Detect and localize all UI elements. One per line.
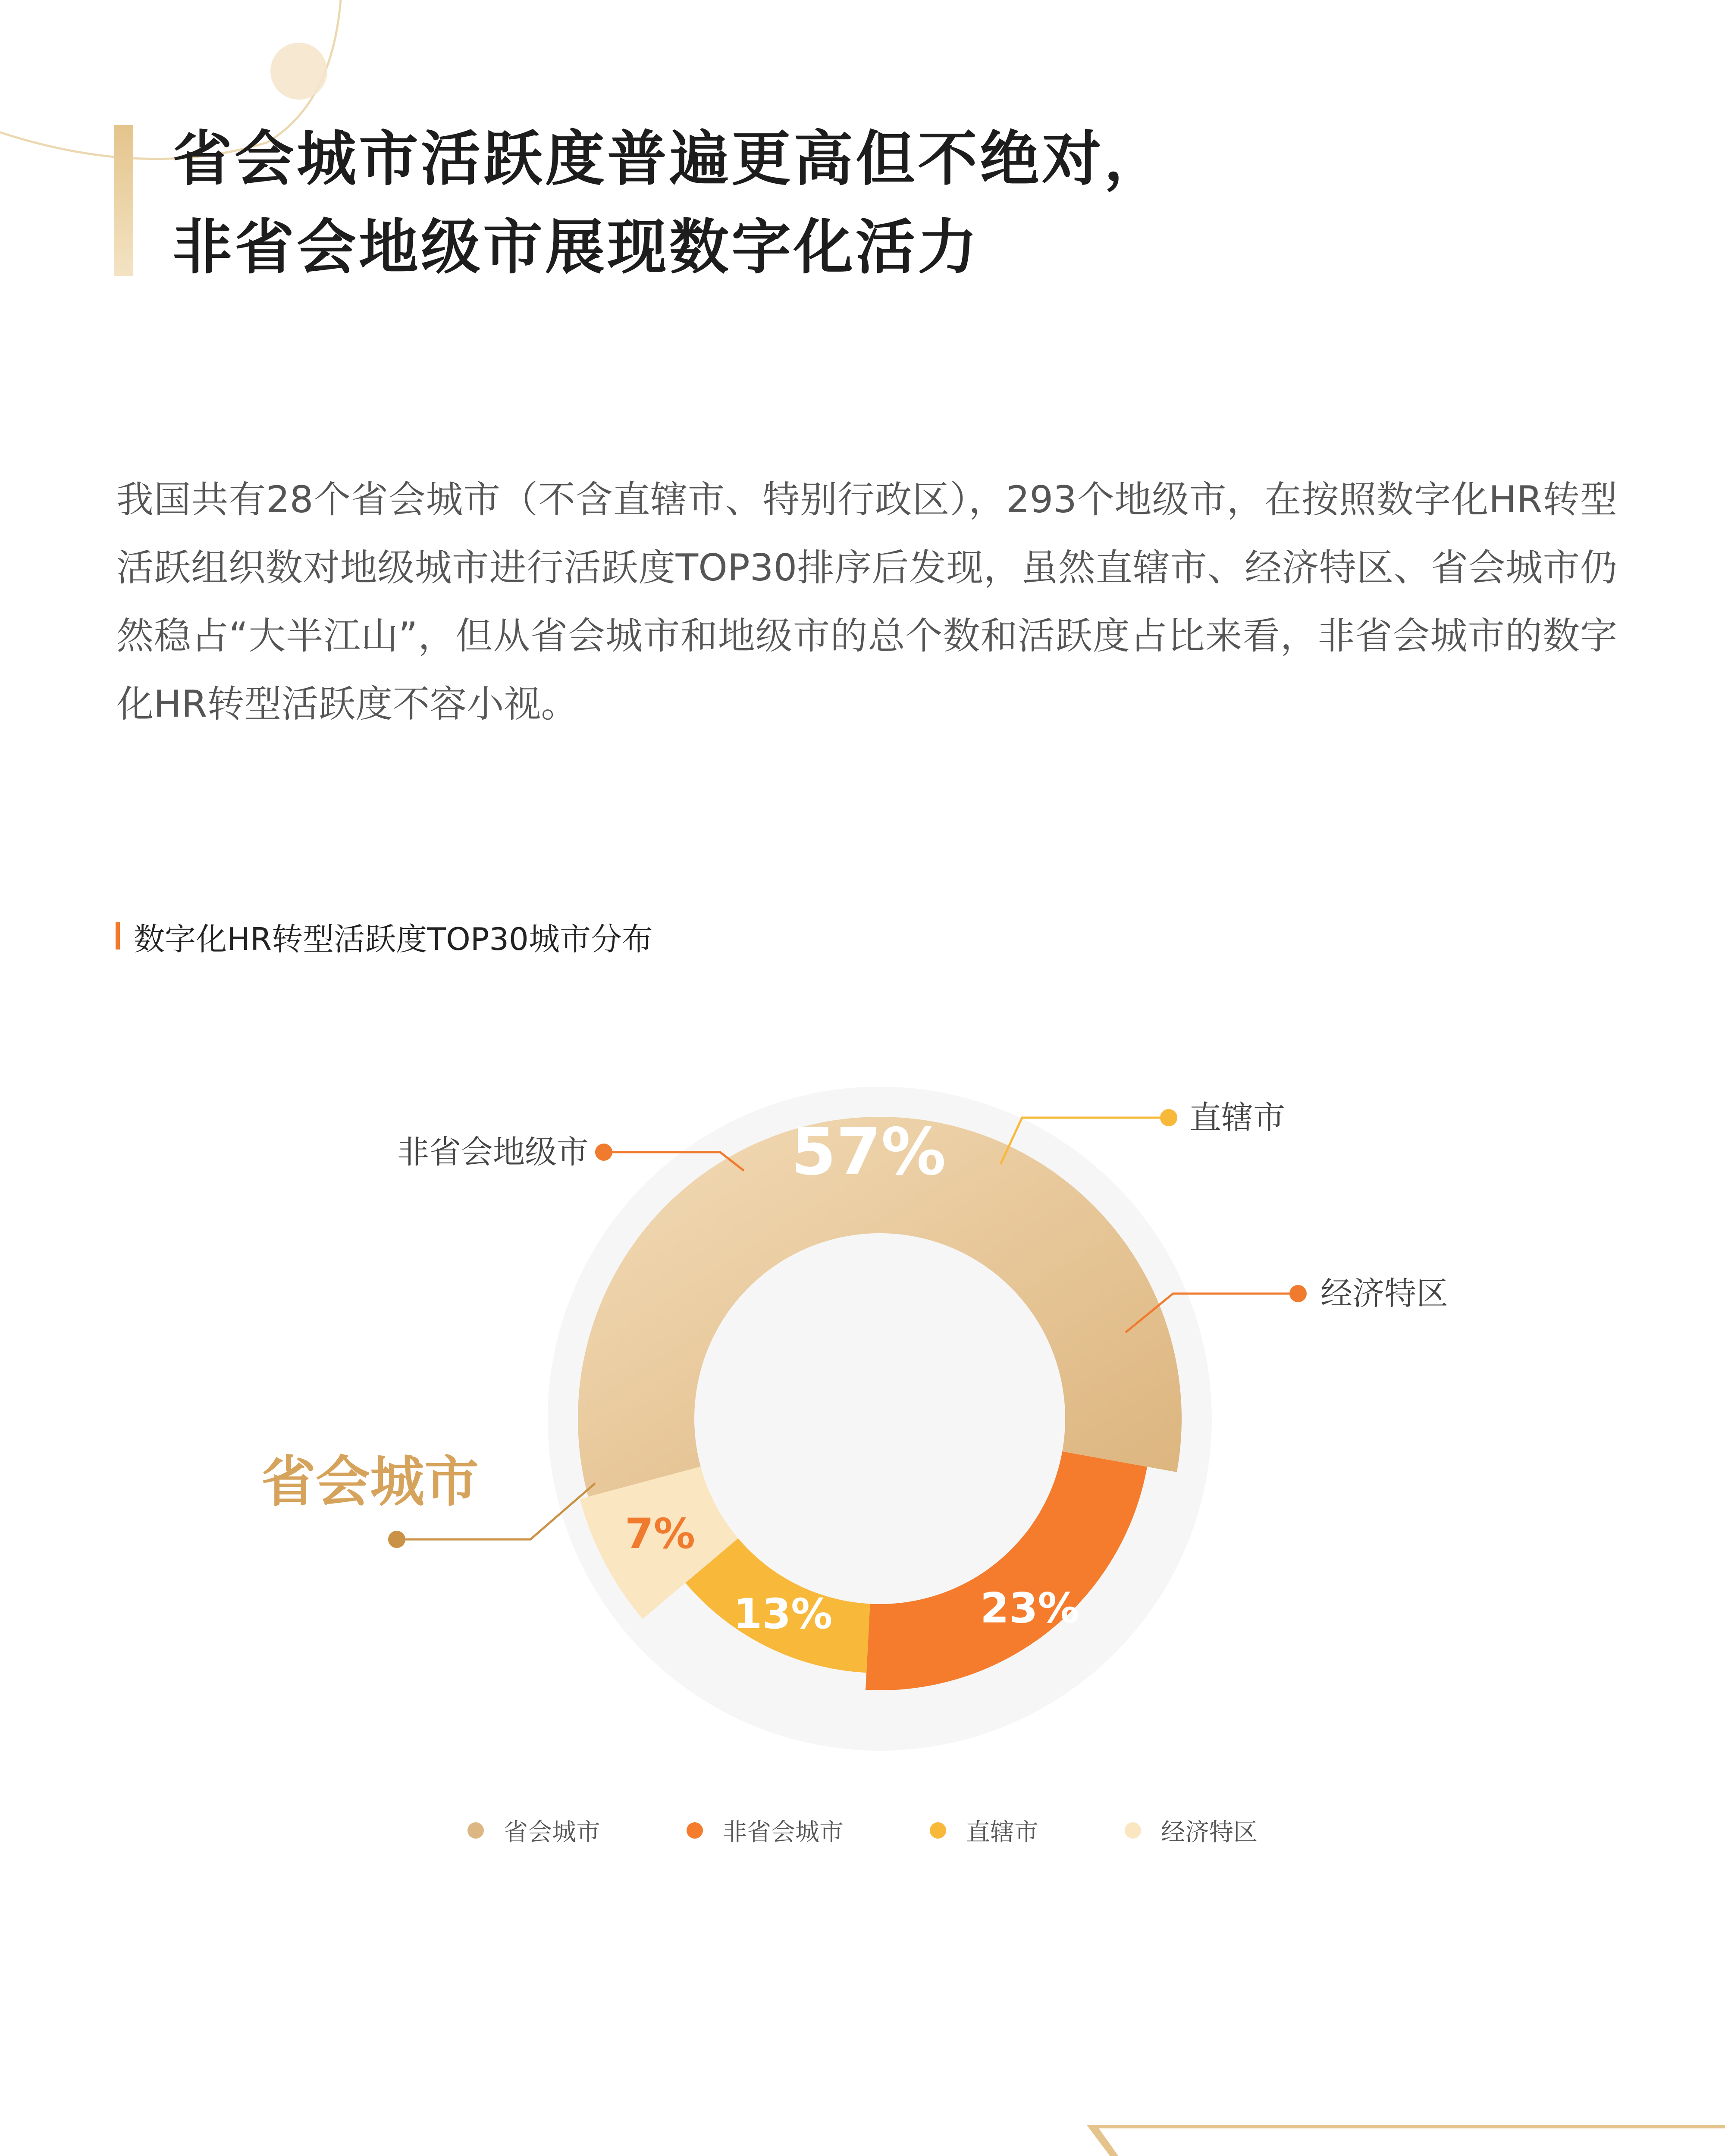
chart-legend bbox=[0, 1813, 1725, 1848]
legend-dot bbox=[687, 1822, 703, 1839]
page-title-line2: 非省会地级市展现数字化活力 bbox=[172, 213, 980, 282]
legend-label: 直辖市 bbox=[966, 1818, 1038, 1846]
legend-dot bbox=[1125, 1822, 1141, 1839]
legend-item-municipality bbox=[930, 1813, 1038, 1848]
legend-item-non-capital bbox=[687, 1813, 844, 1848]
callout-category-label: 经济特区 bbox=[1320, 1275, 1448, 1312]
slice-value-label: 7% bbox=[624, 1509, 695, 1558]
callout-dot bbox=[388, 1531, 405, 1548]
page-title-line1: 省会城市活跃度普遍更高但不绝对， bbox=[172, 124, 1167, 194]
legend-label: 经济特区 bbox=[1161, 1818, 1258, 1846]
callout-dot bbox=[1289, 1285, 1307, 1302]
callout-category-label: 直辖市 bbox=[1189, 1099, 1285, 1136]
callout-category-label: 非省会地级市 bbox=[397, 1134, 589, 1171]
slice-value-label: 23% bbox=[980, 1584, 1079, 1633]
legend-dot bbox=[467, 1822, 484, 1839]
chart-title: 数字化HR转型活跃度TOP30城市分布 bbox=[134, 921, 653, 957]
callout-dot bbox=[595, 1144, 612, 1161]
legend-item-provincial-capital bbox=[467, 1813, 600, 1848]
legend-item-sez bbox=[1125, 1813, 1258, 1848]
intro-paragraph: 我国共有28个省会城市（不含直辖市、特别行政区），293个地级市，在按照数字化HR转型活跃组织数对地级城市进行活跃度TOP30排序后发现，虽然直辖市、经济特区、省会城市仍然稳占“大半江山”，但从省会城市和地级市的总个数和活跃度占比来看，非省会城市的数字化HR转型活跃度不容小视。 bbox=[116, 478, 1617, 726]
callout-category-label: 省会城市 bbox=[261, 1450, 479, 1514]
legend-dot bbox=[930, 1822, 946, 1839]
legend-label: 省会城市 bbox=[504, 1818, 600, 1846]
legend-label: 非省会城市 bbox=[723, 1818, 844, 1846]
callout-dot bbox=[1160, 1109, 1177, 1126]
slice-value-label: 57% bbox=[791, 1115, 946, 1190]
slice-value-label: 13% bbox=[733, 1589, 833, 1638]
